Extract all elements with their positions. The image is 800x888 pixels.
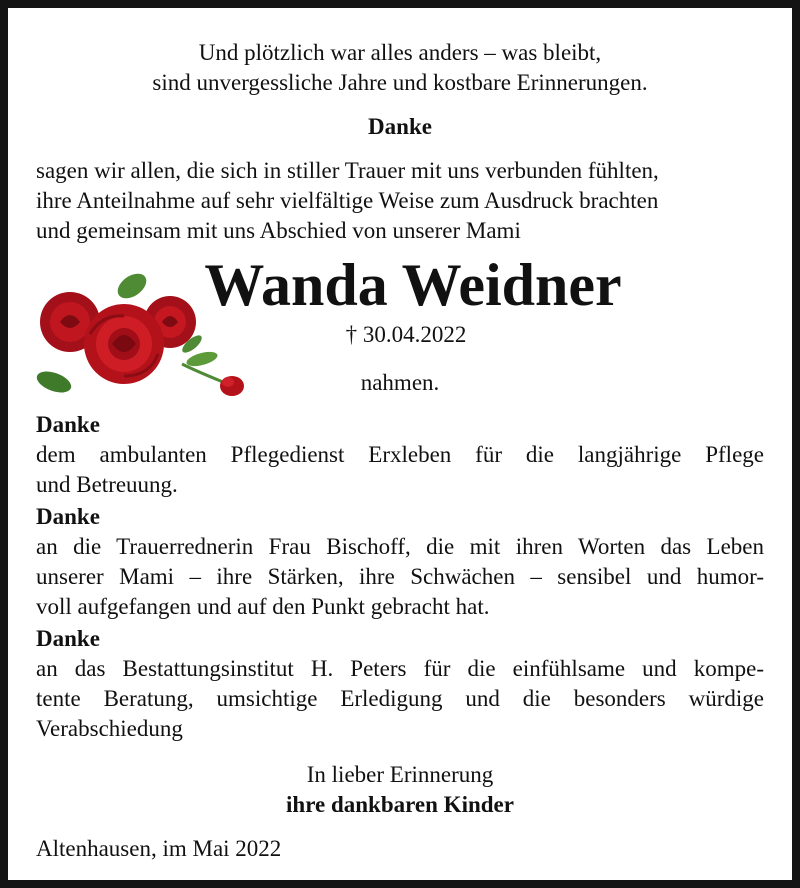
intro-line-2: sind unvergessliche Jahre und kostbare Erinnerungen.: [152, 70, 648, 95]
danke-heading: Danke: [368, 114, 432, 139]
section-2-line-2: unserer Mami – ihre Stärken, ihre Schwächen – sensibel und humor-: [36, 564, 764, 589]
section-3-heading: Danke: [36, 626, 100, 651]
signature: ihre dankbaren Kinder: [286, 792, 514, 817]
section-3-line-3: Verabschiedung: [36, 716, 183, 741]
section-1-line-2: und Betreuung.: [36, 472, 178, 497]
section-3-line-2: tente Beratung, umsichtige Erledigung und die besonders würdige: [36, 686, 764, 711]
section-1-heading: Danke: [36, 412, 100, 437]
closing-text: In lieber Erinnerung: [306, 762, 494, 787]
thanks-intro-line-2: ihre Anteilnahme auf sehr vielfältige Weise zum Ausdruck brachten: [36, 188, 659, 213]
section-2-line-1: an die Trauerrednerin Frau Bischoff, die mit ihren Worten das Leben: [36, 534, 764, 559]
section-2-heading: Danke: [36, 504, 100, 529]
thanks-intro-line-1: sagen wir allen, die sich in stiller Trauer mit uns verbunden fühlten,: [36, 158, 659, 183]
section-1-line-1: dem ambulanten Pflegedienst Erxleben für die langjährige Pflege: [36, 442, 764, 467]
section-2-line-3: voll aufgefangen und auf den Punkt gebracht hat.: [36, 594, 490, 619]
deceased-name: Wanda Weidner: [204, 252, 622, 318]
death-date: † 30.04.2022: [345, 322, 467, 347]
place-date: Altenhausen, im Mai 2022: [36, 836, 282, 861]
intro-line-1: Und plötzlich war alles anders – was bleibt,: [198, 40, 602, 65]
nahmen-text: nahmen.: [360, 370, 440, 395]
section-3-line-1: an das Bestattungsinstitut H. Peters für die einfühlsame und kompe-: [36, 656, 764, 681]
thanks-intro-line-3: und gemeinsam mit uns Abschied von unserer Mami: [36, 218, 521, 243]
